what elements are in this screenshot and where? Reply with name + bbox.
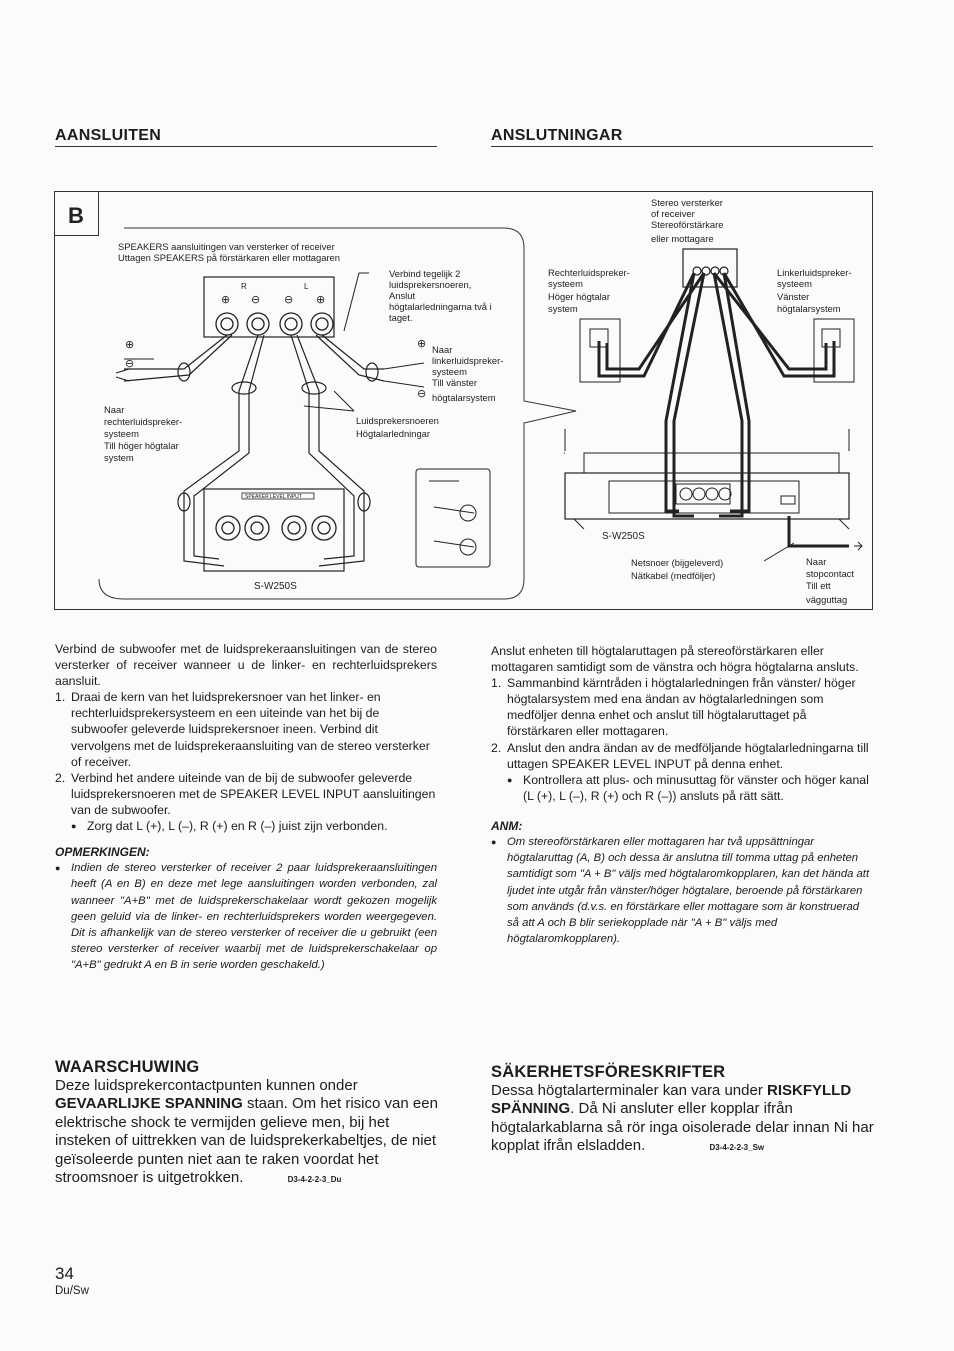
note-title-swedish: ANM: xyxy=(491,818,523,833)
warning-code-dutch: D3-4-2-2-3_Du xyxy=(287,1175,342,1185)
right-speaker-4: system xyxy=(104,452,134,463)
left-system-4: högtalarsystem xyxy=(777,303,841,314)
bullet-dutch: ● Zorg dat L (+), L (–), R (+) en R (–) juist zijn verbonden. xyxy=(71,818,437,834)
amp-plus-l: ⊕ xyxy=(316,294,326,306)
connect-note-4: högtalarledningarna två i xyxy=(389,301,492,312)
right-minus: ⊖ xyxy=(417,388,427,400)
heading-anslutningar: ANSLUTNINGAR xyxy=(491,127,623,144)
naar-label-left: Naar xyxy=(432,344,453,355)
power-cord-2: Nätkabel (medföljer) xyxy=(631,570,716,581)
outlet-1: Naar xyxy=(806,556,827,567)
step-1-dutch xyxy=(55,689,437,769)
step-2-dutch xyxy=(55,770,437,818)
amp-label-4: eller mottagare xyxy=(651,233,714,244)
amp-label-2: of receiver xyxy=(651,208,695,219)
left-system-3: Vänster xyxy=(777,291,810,302)
connect-note-1: Verbind tegelijk 2 xyxy=(389,268,461,279)
note-title-dutch: OPMERKINGEN: xyxy=(55,845,150,860)
power-cord-1: Netsnoer (bijgeleverd) xyxy=(631,557,724,568)
outlet-3: Till ett xyxy=(806,580,831,591)
step-num: 1. xyxy=(55,690,66,705)
left-column xyxy=(55,641,437,974)
step-num: 2. xyxy=(491,740,502,755)
left-speaker-3: Till vänster xyxy=(432,377,477,388)
right-system-4: system xyxy=(548,303,578,314)
heading-rule-left xyxy=(55,146,437,147)
right-speaker-2: systeem xyxy=(104,428,139,439)
warning-post: . Då Ni ansluter eller kopplar ifrån högtalarkablarna så rör inga oisolerade delar innan Ni har kopplat ifrån elsladden. xyxy=(491,1100,874,1155)
warning-swedish xyxy=(491,1063,875,1158)
step-2-swedish xyxy=(491,740,873,772)
amp-plus-r: ⊕ xyxy=(221,294,231,306)
level-input-label: SPEAKER LEVEL INPUT xyxy=(245,494,302,500)
cables-label-2: Högtalarledningar xyxy=(356,428,431,439)
naar-label-right: Naar xyxy=(104,404,125,415)
warning-bold: GEVAARLIJKE SPANNING xyxy=(55,1095,243,1113)
bullet-swedish: ● Kontrollera att plus- och minusuttag för vänster och höger kanal (L (+), L (–), R (+) och R (–)) ansluts på rätt sätt. xyxy=(507,772,873,804)
channel-r-label: R xyxy=(241,282,247,291)
left-speaker-1: linkerluidspreker- xyxy=(432,355,504,366)
step-text: Verbind het andere uiteinde van de bij de subwoofer geleverde luidsprekersnoeren met de SPEAKER LEVEL INPUT aansluitingen van de subwoofer. xyxy=(71,770,436,817)
step-1-swedish xyxy=(491,675,873,739)
amp-label-3: Stereoförstärkare xyxy=(651,219,724,230)
connect-note-2: luidsprekersnoeren, xyxy=(389,279,472,290)
right-speaker-3: Till höger högtalar xyxy=(104,440,179,451)
warning-post: staan. Om het risico van een elektrische shock te vermijden gelieve men, bij het insteken of uittrekken van de luidsprekerkabeltjes, de niet geïsoleerde punten niet aan te raken voordat het stroomsnoer is uitgetrokken. xyxy=(55,1095,438,1187)
right-system-3: Höger högtalar xyxy=(548,291,611,302)
step-num: 2. xyxy=(55,770,66,785)
right-system-1: Rechterluidspreker- xyxy=(548,267,630,278)
right-speaker-1: rechterluidspreker- xyxy=(104,416,183,427)
speakers-caption-1: SPEAKERS aansluitingen van versterker of receiver xyxy=(118,241,335,252)
intro-swedish: Anslut enheten till högtalaruttagen på stereoförstärkaren eller mottagaren samtidigt som de vänstra och högra högtalarna ansluts. xyxy=(491,644,859,675)
model-label-bubble: S-W250S xyxy=(254,581,297,592)
amp-minus-l: ⊖ xyxy=(284,294,294,306)
warning-pre: Deze luidsprekercontactpunten kunnen onder xyxy=(55,1077,358,1094)
warning-title-swedish: SÄKERHETSFÖRESKRIFTER xyxy=(491,1063,726,1081)
warning-text-dutch xyxy=(55,1077,439,1189)
left-system-1: Linkerluidspreker- xyxy=(777,267,852,278)
speakers-caption-2: Uttagen SPEAKERS på förstärkaren eller mottagaren xyxy=(118,252,340,263)
left-speaker-2: systeem xyxy=(432,366,467,377)
left-system-2: systeem xyxy=(777,278,812,289)
left-speaker-4: högtalarsystem xyxy=(432,392,496,403)
right-plus: ⊕ xyxy=(417,338,427,350)
connect-note-5: taget. xyxy=(389,312,413,323)
warning-text-swedish xyxy=(491,1082,875,1158)
amp-minus-r: ⊖ xyxy=(251,294,261,306)
warning-dutch xyxy=(55,1058,439,1189)
connect-note-3: Anslut xyxy=(389,290,416,301)
warning-bold: RISKFYLLD SPÄNNING xyxy=(491,1082,852,1118)
outlet-2: stopcontact xyxy=(806,568,854,579)
cables-label-1: Luidsprekersnoeren xyxy=(356,415,439,426)
step-num: 1. xyxy=(491,676,502,691)
page-number: 34 xyxy=(55,1264,74,1283)
step-text: Draai de kern van het luidsprekersnoer van het linker- en rechterluidsprekersysteem en een uiteinde van het bij de subwoofer geleverde luidsprekersnoer ineen. Verbind dit vervolgens met de luidsprekeraansluiting van de stereo versterker of receiver. xyxy=(71,690,430,769)
right-column xyxy=(491,643,873,947)
warning-pre: Dessa högtalarterminaler kan vara under xyxy=(491,1082,767,1099)
amp-label-1: Stereo versterker xyxy=(651,197,723,208)
channel-l-label: L xyxy=(304,282,309,291)
right-system-2: systeem xyxy=(548,278,583,289)
page-language: Du/Sw xyxy=(55,1285,89,1297)
heading-rule-right xyxy=(491,146,873,147)
figure-label: B xyxy=(68,203,84,228)
step-text: Sammanbind kärntråden i högtalarledningen från vänster/ höger högtalarsystem med ena ändan av högtalarledningen som medföljer denna enhet och anslut till högtalaruttaget på förstärkaren eller mottagaren. xyxy=(507,676,856,739)
step-text: Anslut den andra ändan av de medföljande högtalarledningarna till uttagen SPEAKER LEVEL INPUT på denna enhet. xyxy=(507,740,869,771)
outlet-4: vägguttag xyxy=(806,594,848,605)
note-swedish: ● Om stereoförstärkaren eller mottagaren har två uppsättningar högtalaruttag (A, B) och dessa är anslutna till tomma uttag på enheten samtidigt som "A + B" väljs med högtalaromkopplaren, kan det hända att ljudet inte utgår från vänster/höger högtalare, beroende på förstärkaren som används (d.v.s. en förstärkare eller mottagare som är konstruerad så att A och B blir seriekopplade när "A + B" väljs med högtalaromkopplaren). xyxy=(491,834,873,947)
connection-diagram xyxy=(54,191,873,611)
warning-title-dutch: WAARSCHUWING xyxy=(55,1058,200,1076)
left-plus: ⊕ xyxy=(125,339,135,351)
intro-dutch: Verbind de subwoofer met de luidsprekeraansluitingen van de stereo versterker of receiver wanneer u de linker- en rechterluidsprekers aansluit. xyxy=(55,642,437,689)
model-label-scene: S-W250S xyxy=(602,531,645,542)
note-dutch: ● Indien de stereo versterker of receiver 2 paar luidsprekeraansluitingen heeft (A en B) en deze met lege aansluitingen worden verbonden, zal wanneer "A+B" met de luidsprekerschakelaar wordt gekozen mogelijk geen geluid via de linker- en rechterluidsprekers worden weergegeven. Dit is afhankelijk van de stereo versterker of receiver die u gebruikt (een stereo versterker of receiver waarbij met de luidsprekerschakelaar op "A+B" gedrukt A en B in serie worden geschakeld.) xyxy=(55,860,437,973)
warning-code-swedish: D3-4-2-2-3_Sw xyxy=(709,1143,765,1153)
left-minus: ⊖ xyxy=(125,358,135,370)
heading-aansluiten: AANSLUITEN xyxy=(55,127,162,144)
